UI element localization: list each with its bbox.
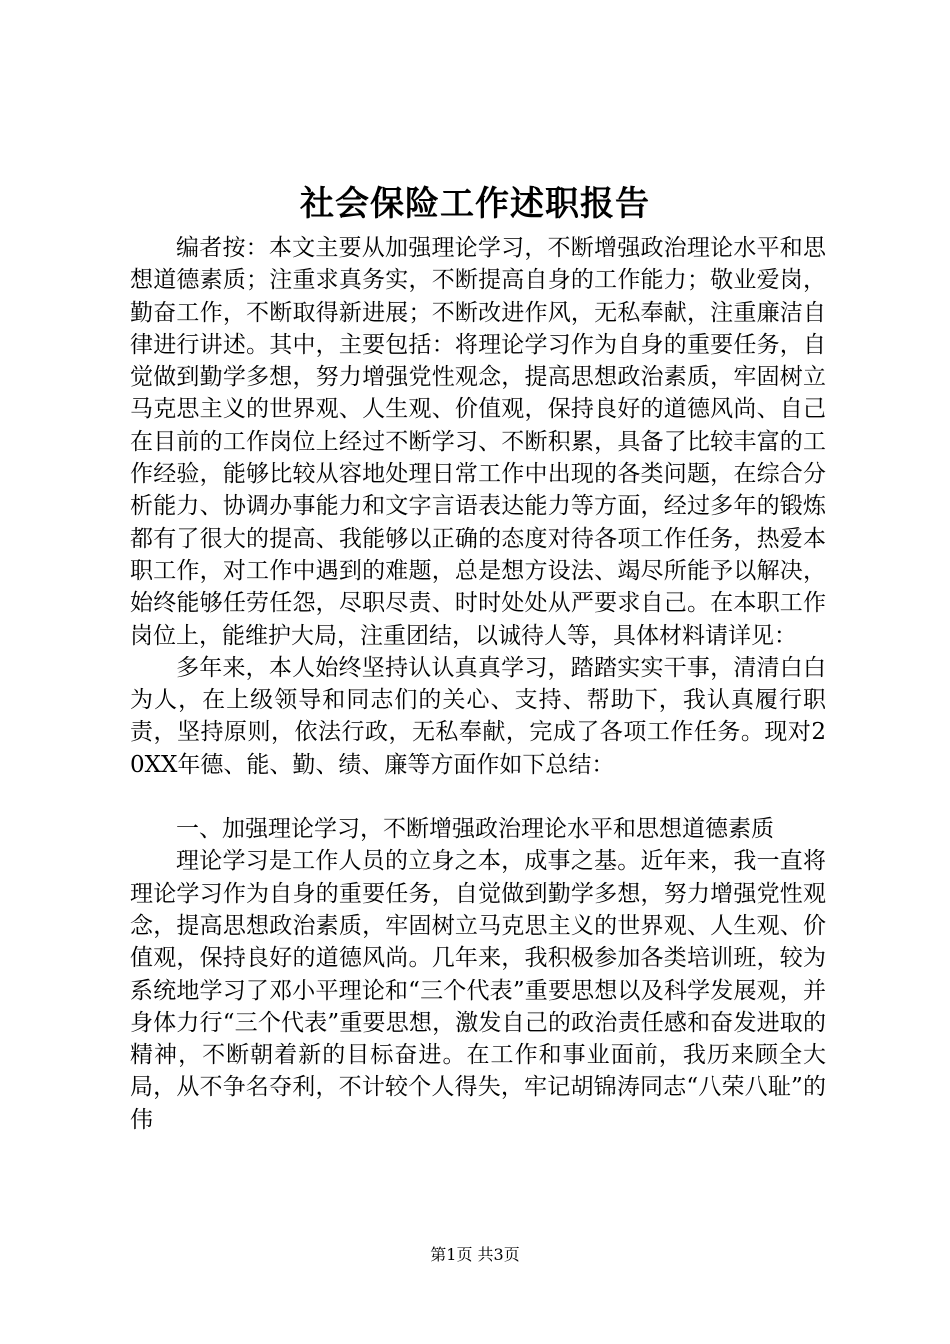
page-total: 共3页: [477, 1245, 520, 1264]
document-body: [130, 232, 826, 1136]
section-heading: 一、加强理论学习，不断增强政治理论水平和思想道德素质: [176, 816, 774, 843]
page-number: 第1页: [430, 1245, 473, 1264]
editor-note-paragraph: 编者按：本文主要从加强理论学习，不断增强政治理论水平和思想道德素质；注重求真务实，不断提高自身的工作能力；敬业爱岗，勤奋工作，不断取得新进展；不断改进作风，无私奉献，注重廉洁自律进行讲述。其中，主要包括：将理论学习作为自身的重要任务，自觉做到勤学多想，努力增强党性观念，提高思想政治素质，牢固树立马克思主义的世界观、人生观、价值观，保持良好的道德风尚、自己在目前的工作岗位上经过不断学习、不断积累，具备了比较丰富的工作经验，能够比较从容地处理日常工作中出现的各类问题，在综合分析能力、协调办事能力和文字言语表达能力等方面，经过多年的锻炼都有了很大的提高、我能够以正确的态度对待各项工作任务，热爱本职工作，对工作中遇到的难题，总是想方设法、竭尽所能予以解决，始终能够任劳任怨，尽职尽责、时时处处从严要求自己。在本职工作岗位上，能维护大局，注重团结，以诚待人等，具体材料请详见：: [130, 235, 826, 649]
body-paragraph: 理论学习是工作人员的立身之本，成事之基。近年来，我一直将理论学习作为自身的重要任务，自觉做到勤学多想，努力增强党性观念，提高思想政治素质，牢固树立马克思主义的世界观、人生观、价值观，保持良好的道德风尚。几年来，我积极参加各类培训班，较为系统地学习了邓小平理论和“三个代表”重要思想以及科学发展观，并身体力行“三个代表”重要思想，激发自己的政治责任感和奋发进取的精神，不断朝着新的目标奋进。在工作和事业面前，我历来顾全大局，从不争名夺利，不计较个人得失，牢记胡锦涛同志“八荣八耻”的伟: [130, 848, 826, 1133]
intro-paragraph: 多年来，本人始终坚持认认真真学习，踏踏实实干事，清清白白为人，在上级领导和同志们的关心、支持、帮助下，我认真履行职责，坚持原则，依法行政，无私奉献，完成了各项工作任务。现对20XX年德、能、勤、绩、廉等方面作如下总结：: [130, 654, 826, 778]
page-footer: [0, 1244, 950, 1266]
document-title: 社会保险工作述职报告: [300, 184, 650, 224]
